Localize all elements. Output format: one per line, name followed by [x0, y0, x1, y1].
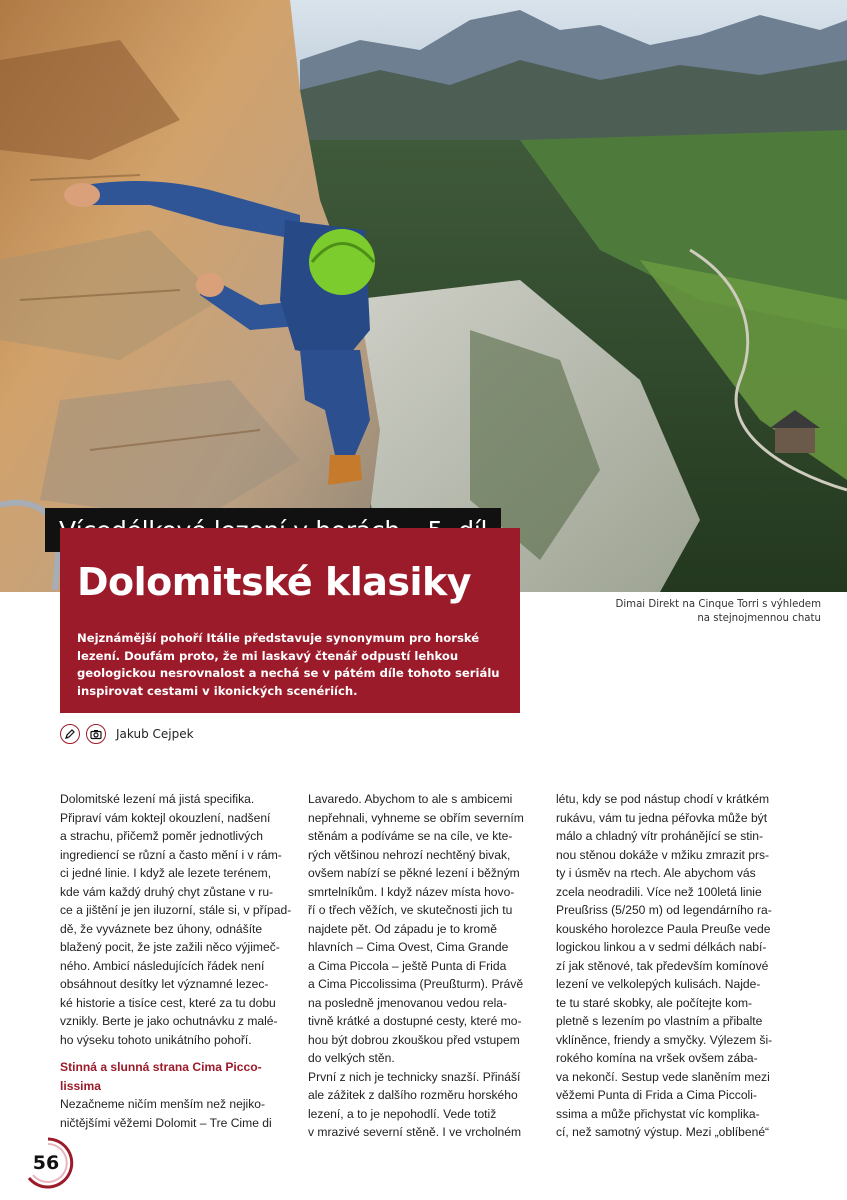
text-line: První z nich je technicky snazší. Přináší: [308, 1069, 521, 1084]
text-line: ssima a může přichystat víc komplika-: [556, 1106, 760, 1121]
text-line: ingrediencí se různí a často mění i v rám-: [60, 847, 282, 862]
text-line: věžemi Punta di Frida a Cima Piccoli-: [556, 1088, 757, 1102]
hero-photo: [0, 0, 847, 592]
text-line: rých většinou nehrozí nechtěný bivak,: [308, 847, 511, 862]
text-line: málo a chladný vítr prohánějící se stin-: [556, 829, 764, 843]
text-line: zcela neodradili. Více než 100letá linie: [556, 884, 762, 899]
main-title: Dolomitské klasiky: [77, 560, 472, 604]
text-line: zí jak stěnové, tak především komínové: [556, 958, 769, 973]
text-line: ale zážitek z dalšího rozměru horského: [308, 1088, 518, 1102]
text-line: a strachu, přičemž poměr jednotlivých: [60, 829, 263, 843]
photo-caption: [561, 598, 821, 626]
text-line: ké historie a tisíce cest, které za tu dobu: [60, 995, 276, 1010]
photo-caption-line: na stejnojmennou chatu: [697, 613, 821, 624]
text-line: ho výseku tohoto unikátního pohoří.: [60, 1032, 252, 1047]
text-line: ovšem nabízí se pěkné lezení i běžným: [308, 866, 520, 880]
text-line: tivně krátké a dostupné cesty, které mo-: [308, 1014, 522, 1028]
text-line: pletně s lezením po vlastním a přibalte: [556, 1014, 763, 1028]
text-line: smrtelníkům. I když název místa hovo-: [308, 884, 515, 899]
text-line: Lavaredo. Abychom to ale s ambicemi: [308, 792, 513, 806]
text-line: Připraví vám koktejl okouzlení, nadšení: [60, 810, 271, 825]
article-column-1: [60, 790, 292, 1132]
text-line: nepřehnali, vyhneme se obřím severním: [308, 810, 524, 825]
text-line: va nekončí. Sestup vede slaněním mezi: [556, 1069, 770, 1084]
article-column-2: [308, 790, 530, 1142]
text-line: hou být dobrou zkouškou před vstupem: [308, 1032, 520, 1047]
text-line: ci jedné linie. I když ale lezete terénem,: [60, 866, 272, 880]
camera-icon: [86, 724, 106, 744]
page-number-badge: [20, 1135, 76, 1191]
section-subheading: Stinná a slunná strana Cima Picco-: [60, 1060, 262, 1074]
text-line: ničtějšími věžemi Dolomit – Tre Cime di: [60, 1115, 272, 1130]
text-line: a Cima Piccola – ještě Punta di Frida: [308, 958, 507, 973]
text-line: cí, než samotný výstup. Mezi „oblíbené“: [556, 1125, 770, 1139]
text-line: ce a jištění je jen iluzorní, stále si, v případ-: [60, 903, 292, 917]
text-line: blažený pocit, že jste zažili něco výjimeč-: [60, 940, 280, 954]
page-number: 56: [32, 1152, 60, 1174]
text-line: dě, že vyváznete bez úhony, odnášíte: [60, 921, 263, 936]
text-line: logickou linkou a v sedmi délkách nabí-: [556, 940, 767, 954]
text-line: Dolomitské lezení má jistá specifika.: [60, 792, 255, 806]
lead-paragraph: Nejznámější pohoří Itálie představuje synonymum pro horské lezení. Doufám proto, že mi laskavý čtenář odpustí lehkou geologickou nesrovnalost a nechá se v pátém díle tohoto seriálu inspirovat cestami v ikonických scenériích.: [77, 631, 500, 698]
text-line: Nezačneme ničím menším než nejiko-: [60, 1097, 265, 1111]
text-line: nou stěnou dokáže v mžiku zmrazit prs-: [556, 847, 770, 862]
text-line: létu, kdy se pod nástup chodí v krátkém: [556, 792, 770, 806]
article-column-3: [556, 790, 796, 1142]
text-line: lezení, a to je nepohodlí. Vede totiž: [308, 1106, 497, 1121]
text-line: rukávu, vám tu jedna péřovka může být: [556, 810, 768, 825]
text-line: Preußriss (5/250 m) od legendárního ra-: [556, 903, 772, 917]
text-line: rokého komína na vršek ovšem zába-: [556, 1051, 758, 1065]
text-line: obsáhnout desítky let významné lezec-: [60, 977, 269, 991]
text-line: hlavních – Cima Ovest, Cima Grande: [308, 940, 509, 954]
photo-caption-line: Dimai Direkt na Cinque Torri s výhledem: [615, 599, 821, 610]
author-name: Jakub Cejpek: [116, 727, 194, 741]
text-line: te tu staré skobky, ale počítejte kom-: [556, 995, 753, 1010]
text-line: kouského horolezce Paula Preuße vede: [556, 921, 771, 936]
text-line: a Cima Piccolissima (Preußturm). Právě: [308, 977, 524, 991]
intro-box: [60, 528, 520, 713]
text-line: do velkých stěn.: [308, 1051, 395, 1065]
text-line: najdete pět. Od západu je to kromě: [308, 921, 497, 936]
text-line: v mrazivé severní stěně. I ve vrcholném: [308, 1125, 522, 1139]
text-line: ného. Ambicí následujících řádek není: [60, 958, 265, 973]
pencil-icon: [60, 724, 80, 744]
text-line: ty i úsměv na rtech. Ale abychom vás: [556, 866, 756, 880]
text-line: na posledně jmenovanou vedou rela-: [308, 995, 508, 1010]
text-line: stěnám a podíváme se na cíle, ve kte-: [308, 829, 513, 843]
text-line: kde vám každý druhý chyt zůstane v ru-: [60, 884, 274, 899]
text-line: vznikly. Berte je jako ochutnávku z malé-: [60, 1014, 278, 1028]
text-line: ří o třech věžích, ve skutečnosti jich tu: [308, 903, 513, 917]
text-line: lezení ve velkolepých kulisách. Najde-: [556, 977, 761, 991]
credits: [60, 724, 194, 744]
section-subheading: lissima: [60, 1078, 102, 1093]
text-line: vklíněnce, friendy a smyčky. Výlezem ši-: [556, 1032, 773, 1047]
